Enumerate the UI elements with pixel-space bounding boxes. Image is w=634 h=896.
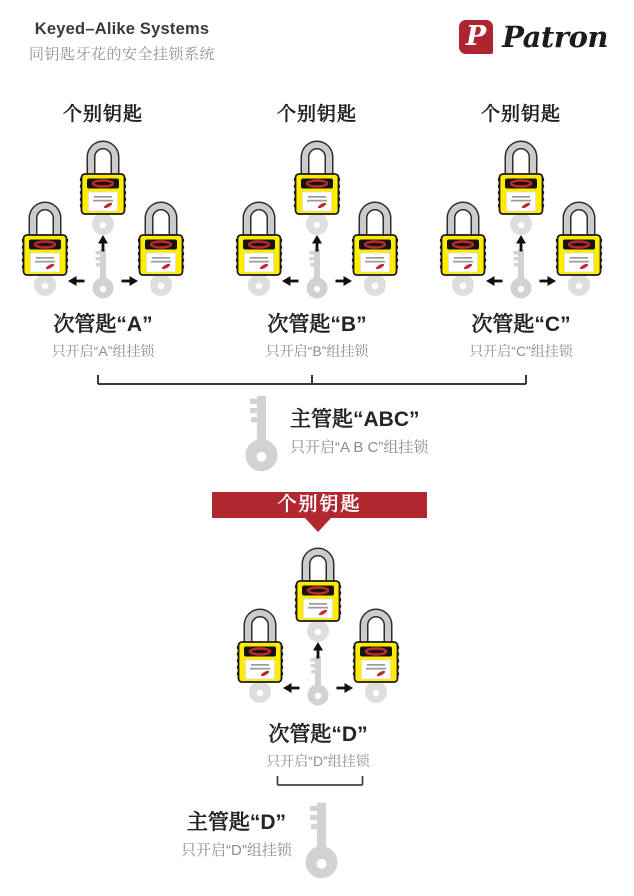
sub-master-key-label-c: 次管匙“C” (471, 313, 571, 336)
padlock-cluster-graphic (208, 545, 428, 713)
arrow-left-icon (282, 276, 299, 286)
arrow-right-icon (540, 276, 557, 286)
individual-key-icon (308, 656, 329, 706)
master-key-abc-label: 主管匙“ABC” (290, 408, 420, 431)
padlock-icon (442, 206, 485, 275)
individual-keys-banner: 个别钥匙 (212, 492, 427, 518)
brand-logo (459, 20, 608, 54)
master-abc-text (290, 395, 428, 472)
group-c (411, 103, 631, 360)
padlock-cluster-d (208, 545, 428, 713)
master-key-abc-block (245, 395, 428, 472)
master-key-d-block (181, 802, 338, 879)
padlock-icon (140, 206, 183, 275)
master-key-abc-note: 只开启“A B C”组挂锁 (290, 439, 429, 456)
brand-monogram-letter: P (465, 20, 487, 52)
sub-master-key-note-c: 只开启“C”组挂锁 (469, 343, 573, 359)
padlock-icon (296, 145, 339, 214)
group-b (207, 103, 427, 360)
individual-key-icon (511, 249, 532, 299)
padlock-cluster-graphic (411, 138, 631, 306)
padlock-cluster-c (411, 138, 631, 306)
padlock-cluster-b (207, 138, 427, 306)
sub-master-key-note-a: 只开启“A”组挂锁 (51, 343, 155, 359)
individual-keys-label-c: 个别钥匙 (480, 104, 561, 125)
arrow-left-icon (486, 276, 503, 286)
individual-key-icon (93, 249, 114, 299)
padlock-icon (82, 145, 125, 214)
padlock-icon (354, 206, 397, 275)
arrow-left-icon (283, 683, 300, 693)
brand-logo-text: Patron (502, 20, 608, 54)
master-key-d-note: 只开启“D”组挂锁 (181, 842, 292, 859)
padlock-icon (500, 145, 543, 214)
arrow-up-icon (313, 642, 323, 659)
padlock-cluster-graphic (207, 138, 427, 306)
padlock-icon (239, 613, 282, 682)
group-a (0, 103, 213, 360)
padlock-cluster-a (0, 138, 213, 306)
sub-master-key-label-a: 次管匙“A” (53, 313, 153, 336)
d-bracket (276, 774, 364, 787)
master-key-icon (305, 802, 338, 879)
arrow-left-icon (68, 276, 85, 286)
padlock-icon (24, 206, 67, 275)
sub-master-key-label-b: 次管匙“B” (267, 313, 367, 336)
padlock-icon (297, 552, 340, 621)
page-subtitle: 同钥匙牙花的安全挂锁系统 (28, 46, 215, 63)
sub-master-key-note-b: 只开启“B”组挂锁 (265, 343, 369, 359)
sub-master-key-note-d: 只开启“D”组挂锁 (266, 753, 370, 769)
individual-keys-label-a: 个别钥匙 (62, 104, 143, 125)
arrow-up-icon (312, 235, 322, 252)
sub-master-key-label-d: 次管匙“D” (268, 723, 368, 746)
group-d (208, 545, 428, 770)
abc-bracket (90, 372, 534, 386)
arrow-right-icon (336, 276, 353, 286)
master-key-icon (245, 395, 278, 472)
arrow-up-icon (516, 235, 526, 252)
arrow-right-icon (337, 683, 354, 693)
individual-keys-label-b: 个别钥匙 (276, 104, 357, 125)
brand-monogram-icon (459, 20, 493, 54)
banner-pointer-icon (305, 518, 331, 532)
master-key-d-label: 主管匙“D” (186, 811, 286, 834)
arrow-right-icon (122, 276, 139, 286)
header-titles (24, 20, 220, 64)
padlock-icon (558, 206, 601, 275)
padlock-cluster-graphic (0, 138, 213, 306)
arrow-up-icon (98, 235, 108, 252)
master-d-text (181, 802, 292, 879)
padlock-icon (355, 613, 398, 682)
individual-key-icon (307, 249, 328, 299)
page-title: Keyed–Alike Systems (34, 20, 210, 38)
padlock-icon (238, 206, 281, 275)
